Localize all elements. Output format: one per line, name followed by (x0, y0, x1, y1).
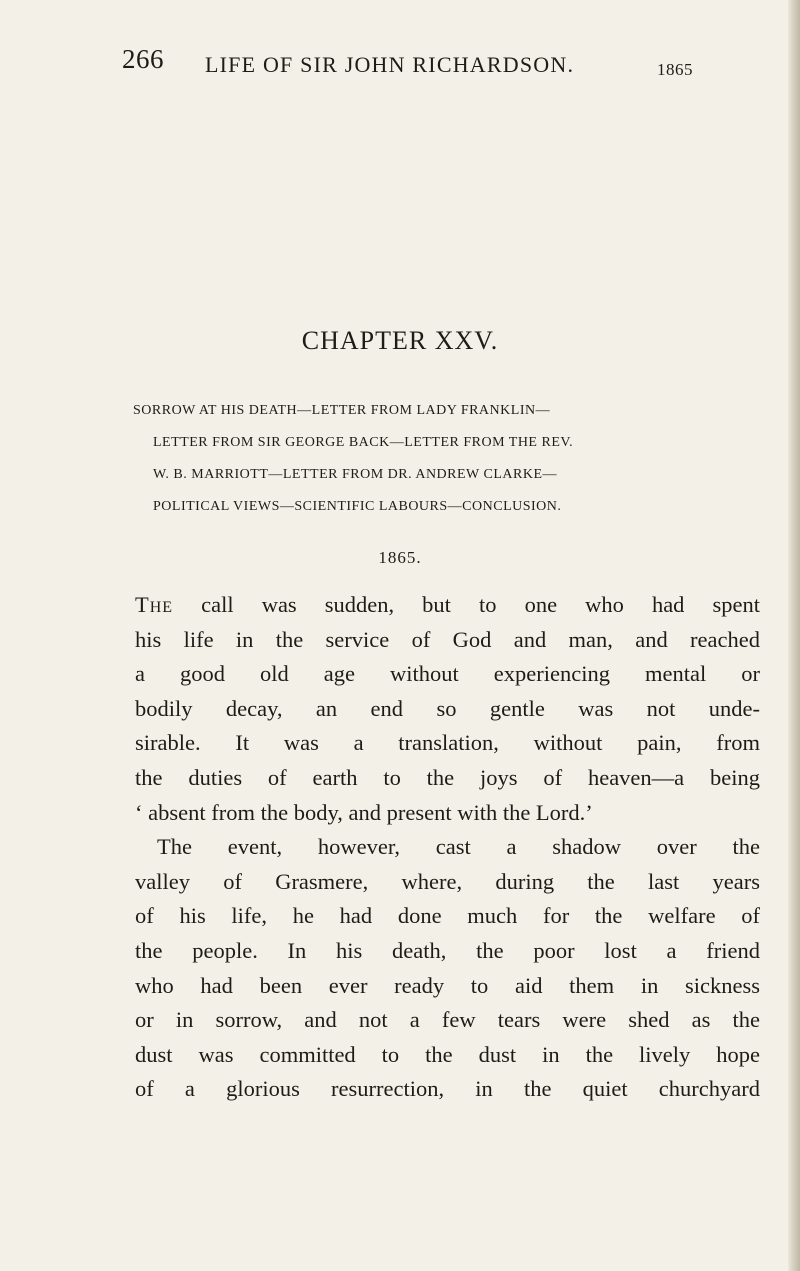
paragraph-line: The event, however, cast a shadow over the (157, 834, 760, 860)
paragraph-line: the people. In his death, the poor lost a friend (135, 937, 760, 963)
paragraph-line: who had been ever ready to aid them in sickness (135, 972, 760, 998)
paragraph-line: of his life, he had done much for the welfare of (135, 903, 760, 929)
synopsis-line: SORROW AT HIS DEATH—LETTER FROM LADY FRANKLIN— (133, 403, 551, 418)
running-head (0, 44, 800, 84)
paragraph-line: valley of Grasmere, where, during the last years (135, 868, 760, 894)
paragraph-line: the duties of earth to the joys of heaven—a being (135, 764, 760, 790)
paragraph-line: bodily decay, an end so gentle was not unde- (135, 695, 760, 721)
synopsis-line: POLITICAL VIEWS—SCIENTIFIC LABOURS—CONCLUSION. (153, 499, 562, 514)
paragraph-line: a good old age without experiencing mental or (135, 661, 760, 687)
synopsis-line: LETTER FROM SIR GEORGE BACK—LETTER FROM THE REV. (153, 435, 574, 450)
paragraph-line: dust was committed to the dust in the lively hope (135, 1041, 760, 1067)
synopsis-line: W. B. MARRIOTT—LETTER FROM DR. ANDREW CLARKE— (153, 467, 558, 482)
chapter-synopsis (133, 395, 757, 523)
chapter-heading: CHAPTER XXV. (301, 326, 499, 355)
paragraph-line: or in sorrow, and not a few tears were shed as the (135, 1007, 760, 1033)
paragraph-line: of a glorious resurrection, in the quiet churchyard (135, 1076, 760, 1102)
page-number: 266 (122, 44, 164, 74)
paragraph-line: The call was sudden, but to one who had spent (135, 592, 760, 617)
running-title: LIFE OF SIR JOHN RICHARDSON. (205, 52, 575, 77)
page-edge (788, 0, 800, 1271)
paragraph-line: ‘ absent from the body, and present with the Lord.’ (135, 799, 593, 825)
body-text (135, 588, 760, 1107)
opening-word: The (135, 592, 174, 617)
paragraph-line: sirable. It was a translation, without pain, from (135, 730, 760, 756)
year-heading: 1865. (378, 548, 422, 567)
running-year: 1865 (657, 60, 693, 79)
paragraph-line: his life in the service of God and man, and reached (135, 626, 760, 652)
